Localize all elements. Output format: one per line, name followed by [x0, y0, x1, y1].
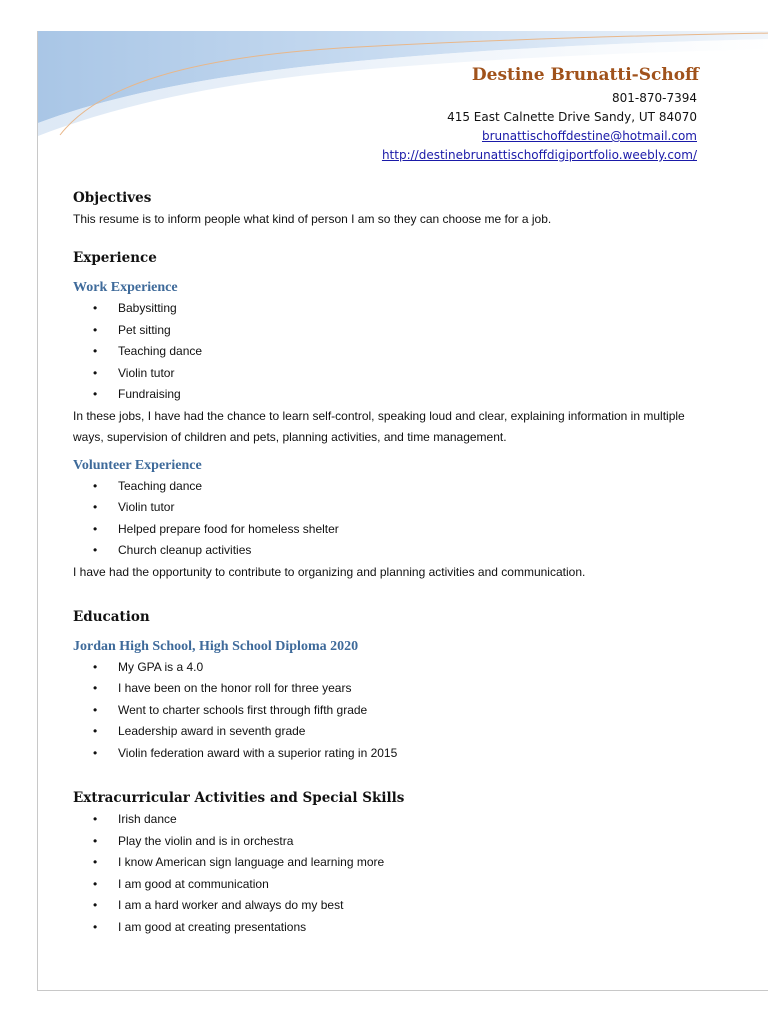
list-item: • Leadership award in seventh grade: [73, 721, 713, 743]
list-item: • Violin tutor: [73, 497, 713, 519]
address: 415 East Calnette Drive Sandy, UT 84070: [447, 110, 697, 124]
volunteer-experience-heading: Volunteer Experience: [73, 457, 202, 473]
list-item: • Violin federation award with a superior rating in 2015: [73, 743, 713, 765]
list-item: • Church cleanup activities: [73, 540, 713, 562]
bullet-icon: •: [93, 365, 98, 380]
list-item: • I am good at communication: [73, 874, 713, 896]
list-item: • Pet sitting: [73, 320, 713, 342]
education-heading: Education: [73, 608, 150, 625]
extracurricular-section: [73, 789, 713, 938]
bullet-icon: •: [93, 833, 98, 848]
bullet-icon: •: [93, 521, 98, 536]
email-link-wrapper: [482, 129, 697, 143]
bullet-icon: •: [93, 543, 98, 557]
education-list: [73, 657, 713, 765]
bullet-icon: •: [93, 322, 98, 337]
extracurricular-heading: Extracurricular Activities and Special Skills: [73, 790, 405, 806]
list-item: • Babysitting: [73, 298, 713, 320]
list-item: • My GPA is a 4.0: [73, 657, 713, 679]
list-item: • Play the violin and is in orchestra: [73, 831, 713, 853]
website-link[interactable]: http://destinebrunattischoffdigiportfolio.weebly.com/: [381, 148, 697, 162]
email-link[interactable]: brunattischoffdestine@hotmail.com: [481, 129, 697, 143]
education-section: [73, 608, 713, 765]
bullet-icon: •: [93, 500, 98, 514]
list-item: • Helped prepare food for homeless shelter: [73, 519, 713, 541]
list-item: • I have been on the honor roll for three years: [73, 678, 713, 700]
phone-number: 801-870-7394: [611, 91, 697, 105]
list-item: • I am good at creating presentations: [73, 917, 713, 939]
bullet-icon: •: [93, 681, 98, 695]
objectives-heading: Objectives: [73, 190, 152, 206]
bullet-icon: •: [93, 745, 98, 760]
school-heading: Jordan High School, High School Diploma 2020: [73, 638, 359, 654]
list-item: • Went to charter schools first through fifth grade: [73, 700, 713, 722]
experience-heading: Experience: [73, 250, 157, 266]
list-item: • Violin tutor: [73, 363, 713, 385]
bullet-icon: •: [93, 478, 98, 493]
website-link-wrapper: [382, 148, 697, 162]
bullet-icon: •: [93, 812, 98, 826]
bullet-icon: •: [93, 702, 98, 717]
extracurricular-list: [73, 809, 713, 938]
volunteer-experience-list: [73, 476, 713, 562]
bullet-icon: •: [93, 898, 98, 912]
list-item: • I know American sign language and learning more: [73, 852, 713, 874]
bullet-icon: •: [93, 301, 98, 315]
experience-section: [73, 249, 713, 583]
list-item: • Fundraising: [73, 384, 713, 406]
bullet-icon: •: [93, 724, 98, 738]
work-experience-heading: Work Experience: [73, 280, 178, 295]
bullet-icon: •: [93, 919, 98, 934]
list-item: • I am a hard worker and always do my best: [73, 895, 713, 917]
volunteer-experience-summary: I have had the opportunity to contribute to organizing and planning activities and communication.: [73, 564, 586, 579]
objectives-text: This resume is to inform people what kind of person I am so they can choose me for a job.: [73, 212, 552, 226]
resume-content: [73, 189, 713, 938]
objectives-section: [73, 189, 713, 230]
resume-page: [37, 31, 768, 991]
list-item: • Teaching dance: [73, 341, 713, 363]
bullet-icon: •: [93, 659, 98, 674]
work-experience-list: [73, 298, 713, 406]
candidate-name: Destine Brunatti-Schoff: [471, 65, 699, 85]
bullet-icon: •: [93, 855, 98, 869]
bullet-icon: •: [93, 876, 98, 891]
bullet-icon: •: [93, 387, 98, 401]
list-item: • Teaching dance: [73, 476, 713, 498]
bullet-icon: •: [93, 344, 98, 358]
work-experience-summary: In these jobs, I have had the chance to learn self-control, speaking loud and clear, explaining information in multiple ways, supervision of children and pets, planning activities, and time management.: [73, 408, 685, 444]
list-item: • Irish dance: [73, 809, 713, 831]
